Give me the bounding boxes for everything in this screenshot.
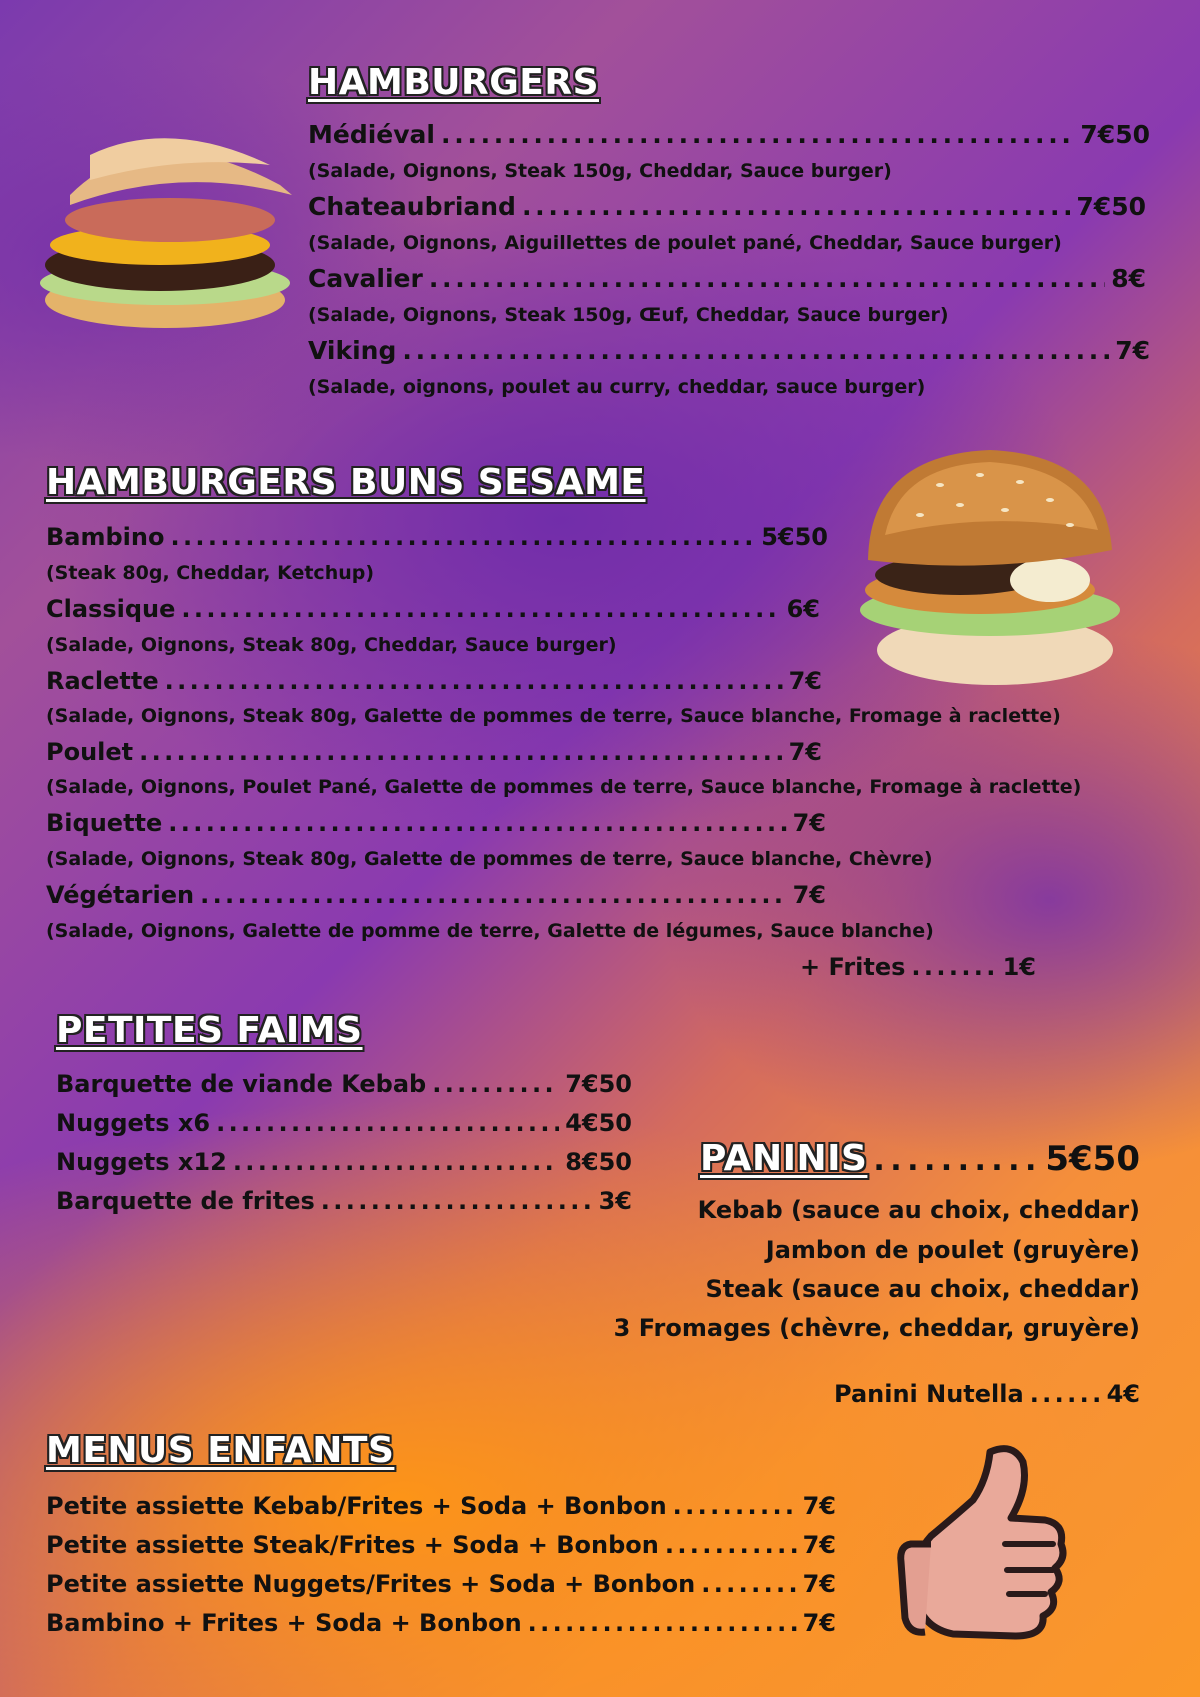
item-price: 3€: [598, 1187, 632, 1215]
item-name: Classique: [46, 595, 176, 623]
item-price: 7€: [802, 1570, 836, 1598]
item-desc: (Salade, Oignons, Aiguillettes de poulet pané, Cheddar, Sauce burger): [308, 232, 1062, 254]
item-name: Bambino + Frites + Soda + Bonbon: [46, 1609, 522, 1637]
item-desc: (Salade, Oignons, Steak 80g, Galette de pommes de terre, Sauce blanche, Chèvre): [46, 848, 933, 870]
item-price: 7€: [802, 1609, 836, 1637]
item-price: 7€: [802, 1492, 836, 1520]
thumbs-up-icon: [895, 1440, 1070, 1645]
item-price: 7€: [788, 738, 822, 766]
panini-item: Kebab (sauce au choix, cheddar): [697, 1196, 1140, 1224]
nutella-name: Panini Nutella: [834, 1380, 1024, 1408]
item-price: 7€: [792, 809, 826, 837]
hamburgers-heading: HAMBURGERS: [308, 62, 599, 103]
panini-item: 3 Fromages (chèvre, cheddar, gruyère): [613, 1314, 1140, 1342]
item-price: 7€: [788, 667, 822, 695]
sesame-burger-photo: [840, 440, 1140, 690]
item-name: Poulet: [46, 738, 134, 766]
panini-item: Jambon de poulet (gruyère): [765, 1236, 1140, 1264]
nutella-price: 4€: [1106, 1380, 1140, 1408]
menus-enfants-heading: MENUS ENFANTS: [46, 1430, 395, 1471]
item-price: 7€50: [1080, 120, 1150, 149]
burger-photo: [30, 125, 305, 330]
paninis-heading: PANINIS: [700, 1138, 868, 1179]
item-price: 4€50: [565, 1109, 632, 1137]
petites-faims-heading: PETITES FAIMS: [56, 1010, 363, 1051]
paninis-price: 5€50: [1045, 1139, 1140, 1179]
item-desc: (Salade, Oignons, Steak 80g, Galette de pommes de terre, Sauce blanche, Fromage à raclette): [46, 705, 1061, 727]
item-name: Végétarien: [46, 881, 195, 909]
item-price: 7€: [802, 1531, 836, 1559]
item-desc: (Salade, Oignons, Steak 150g, Œuf, Cheddar, Sauce burger): [308, 304, 949, 326]
item-price: 6€: [786, 595, 820, 623]
item-price: 5€50: [761, 523, 828, 551]
item-desc: (Salade, oignons, poulet au curry, cheddar, sauce burger): [308, 376, 926, 398]
item-name: Bambino: [46, 523, 165, 551]
item-name: Cavalier: [308, 264, 423, 293]
item-price: 7€: [1115, 336, 1150, 365]
item-name: Nuggets x6: [56, 1109, 211, 1137]
item-name: Barquette de frites: [56, 1187, 315, 1215]
item-desc: (Steak 80g, Cheddar, Ketchup): [46, 562, 375, 584]
item-desc: (Salade, Oignons, Galette de pomme de terre, Galette de légumes, Sauce blanche): [46, 920, 934, 942]
item-name: Petite assiette Steak/Frites + Soda + Bonbon: [46, 1531, 659, 1559]
item-price: 8€: [1111, 264, 1146, 293]
extra-price: 1€: [1002, 953, 1036, 981]
item-price: 8€50: [565, 1148, 632, 1176]
item-desc: (Salade, Oignons, Poulet Pané, Galette de pommes de terre, Sauce blanche, Fromage à raclette): [46, 776, 1082, 798]
item-name: Médiéval: [308, 120, 435, 149]
item-name: Biquette: [46, 809, 163, 837]
item-name: Chateaubriand: [308, 192, 516, 221]
item-name: Petite assiette Kebab/Frites + Soda + Bonbon: [46, 1492, 667, 1520]
item-price: 7€50: [1076, 192, 1146, 221]
item-name: Nuggets x12: [56, 1148, 227, 1176]
item-price: 7€: [792, 881, 826, 909]
item-name: Barquette de viande Kebab: [56, 1070, 427, 1098]
item-name: Viking: [308, 336, 397, 365]
panini-item: Steak (sauce au choix, cheddar): [705, 1275, 1140, 1303]
item-name: Raclette: [46, 667, 159, 695]
item-name: Petite assiette Nuggets/Frites + Soda + Bonbon: [46, 1570, 696, 1598]
extra-name: + Frites: [800, 953, 906, 981]
item-desc: (Salade, Oignons, Steak 150g, Cheddar, Sauce burger): [308, 160, 892, 182]
buns-sesame-heading: HAMBURGERS BUNS SESAME: [46, 462, 646, 503]
item-price: 7€50: [565, 1070, 632, 1098]
item-desc: (Salade, Oignons, Steak 80g, Cheddar, Sauce burger): [46, 634, 617, 656]
